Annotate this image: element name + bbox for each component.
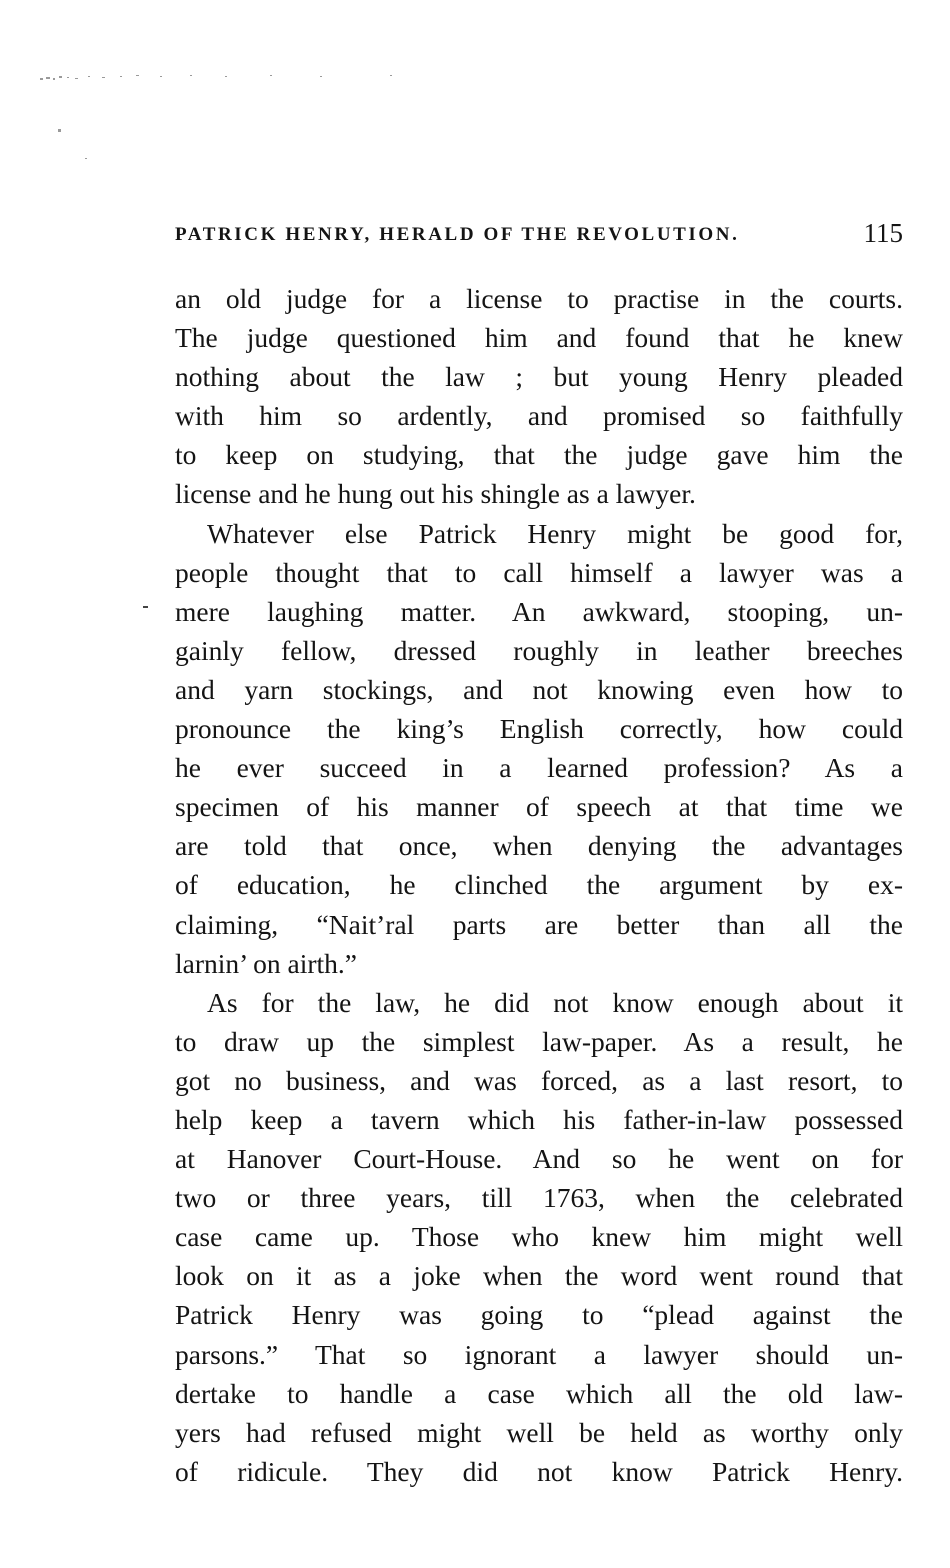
text-line: As for the law, he did not know enough about it — [207, 986, 903, 1018]
text-line: an old judge for a license to practise in the courts. — [175, 283, 903, 314]
scan-specks — [40, 70, 460, 170]
paragraph-1 — [175, 279, 903, 514]
text-line: people thought that to call himself a lawyer was a — [175, 556, 903, 588]
text-line: help keep a tavern which his father-in-law possessed — [175, 1103, 903, 1135]
paragraph-3 — [175, 983, 903, 1491]
text-line: at Hanover Court-House. And so he went on for — [175, 1143, 903, 1175]
text-line: to keep on studying, that the judge gave him the — [175, 439, 903, 471]
text-line: and yarn stockings, and not knowing even how to — [175, 673, 903, 705]
paragraph-2 — [175, 514, 903, 983]
running-title: PATRICK HENRY, HERALD OF THE REVOLUTION. — [175, 224, 740, 245]
text-line: license and he hung out his shingle as a lawyer. — [175, 478, 696, 510]
text-line: claiming, “Nait’ral parts are better than all the — [175, 908, 903, 940]
text-line: The judge questioned him and found that he knew — [175, 322, 903, 354]
text-line: to draw up the simplest law-paper. As a result, he — [175, 1025, 903, 1057]
text-line: got no business, and was forced, as a last resort, to — [175, 1064, 903, 1096]
text-line: Patrick Henry was going to “plead against the — [175, 1299, 903, 1331]
running-head — [175, 218, 903, 252]
body-text — [175, 279, 903, 1491]
text-line: of education, he clinched the argument by ex- — [175, 869, 903, 901]
text-line: Whatever else Patrick Henry might be good for, — [207, 517, 903, 549]
text-line: specimen of his manner of speech at that time we — [175, 791, 903, 823]
text-line: look on it as a joke when the word went round that — [175, 1260, 903, 1292]
text-line: with him so ardently, and promised so faithfully — [175, 400, 903, 432]
text-line: gainly fellow, dressed roughly in leather breeches — [175, 634, 903, 666]
page-number: 115 — [863, 218, 903, 248]
margin-mark — [143, 606, 148, 608]
text-line: two or three years, till 1763, when the celebrated — [175, 1182, 903, 1214]
text-line: dertake to handle a case which all the old law- — [175, 1377, 903, 1409]
text-line: yers had refused might well be held as worthy only — [175, 1416, 903, 1448]
text-line: of ridicule. They did not know Patrick Henry. — [175, 1455, 903, 1487]
text-line: larnin’ on airth.” — [175, 947, 357, 979]
text-line: case came up. Those who knew him might well — [175, 1221, 903, 1253]
text-line: nothing about the law ; but young Henry pleaded — [175, 361, 903, 393]
text-line: are told that once, when denying the advantages — [175, 830, 903, 862]
text-line: mere laughing matter. An awkward, stooping, un- — [175, 595, 903, 627]
text-line: parsons.” That so ignorant a lawyer should un- — [175, 1338, 903, 1370]
text-line: pronounce the king’s English correctly, how could — [175, 713, 903, 745]
text-line: he ever succeed in a learned profession? As a — [175, 752, 903, 784]
